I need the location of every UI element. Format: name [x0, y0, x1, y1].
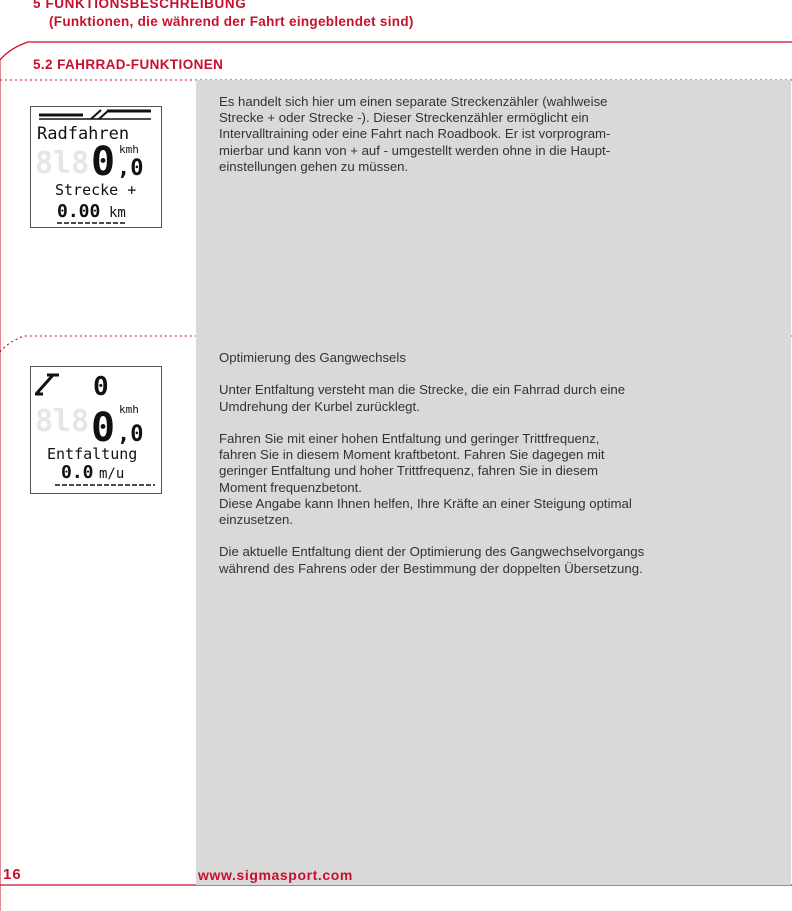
footer-url-link[interactable]: www.sigmasport.com — [198, 867, 353, 883]
gradient-indicator-icon — [39, 110, 151, 119]
section-subtitle: (Funktionen, die während der Fahrt eingeblendet sind) — [49, 14, 414, 29]
block2-paragraph: Fahren Sie mit einer hohen Entfaltung und geringer Trittfrequenz, fahren Sie in diesem Moment kraftbetont. Fahren Sie dagegen mit geringer Entfaltung und hoher Trittfrequenz, fahren Sie in diesem Moment frequenzbetont. Diese Angabe kann Ihnen helfen, Ihre Kräfte an einer Steigung optimal einzusetzen. — [219, 430, 632, 527]
block2-paragraph: Die aktuelle Entfaltung dient der Optimierung des Gangwechselvorgangs während des Fahrens oder der Bestimmung der doppelten Übersetzung. — [219, 544, 645, 576]
lcd-speed: 0 — [91, 139, 116, 185]
lcd-value: 0.0 — [61, 462, 94, 483]
section-title: 5 FUNKTIONSBESCHREIBUNG — [33, 0, 247, 11]
lcd-speed: 0 — [91, 405, 116, 451]
lcd-display-gear-ratio — [30, 366, 162, 494]
page-number: 16 — [3, 866, 22, 883]
lcd-display-distance — [30, 106, 162, 228]
svg-text:8l8: 8l8 — [35, 404, 90, 439]
lcd-top-value: 0 — [93, 372, 109, 402]
lcd-display-gear-ratio-graphic — [31, 367, 161, 493]
lcd-top-label: Radfahren — [37, 124, 130, 144]
lcd-speed-unit: kmh — [119, 143, 139, 156]
lcd-speed-decimal: ,0 — [117, 422, 144, 447]
lcd-bottom-label: Strecke + — [55, 181, 137, 199]
lcd-speed-unit: kmh — [119, 403, 139, 416]
block2-text — [219, 350, 739, 577]
slope-indicator-icon — [35, 375, 59, 394]
block2-paragraph: Optimierung des Gangwechsels — [219, 350, 406, 365]
lcd-speed-decimal: ,0 — [117, 156, 144, 181]
lcd-unit: km — [109, 205, 126, 221]
svg-text:8l8: 8l8 — [35, 146, 90, 181]
block1-text: Es handelt sich hier um einen separate Streckenzähler (wahlweise Strecke + oder Strecke -). Dieser Streckenzähler ermöglicht ein Intervalltraining oder eine Fahrt nach Roadbook. Er ist vorprogram- mierbar und kann von + auf - umgestellt werden ohne in die Haupt- einstellungen gehen zu müssen. — [219, 94, 611, 174]
subsection-title: 5.2 FAHRRAD-FUNKTIONEN — [33, 57, 224, 72]
block2-paragraph: Unter Entfaltung versteht man die Strecke, die ein Fahrrad durch eine Umdrehung der Kurbel zurücklegt. — [219, 382, 626, 414]
lcd-value: 0.00 — [57, 201, 101, 222]
lcd-unit: m/u — [99, 466, 125, 482]
lcd-display-distance-graphic — [31, 107, 161, 227]
lcd-bottom-label: Entfaltung — [47, 445, 138, 463]
